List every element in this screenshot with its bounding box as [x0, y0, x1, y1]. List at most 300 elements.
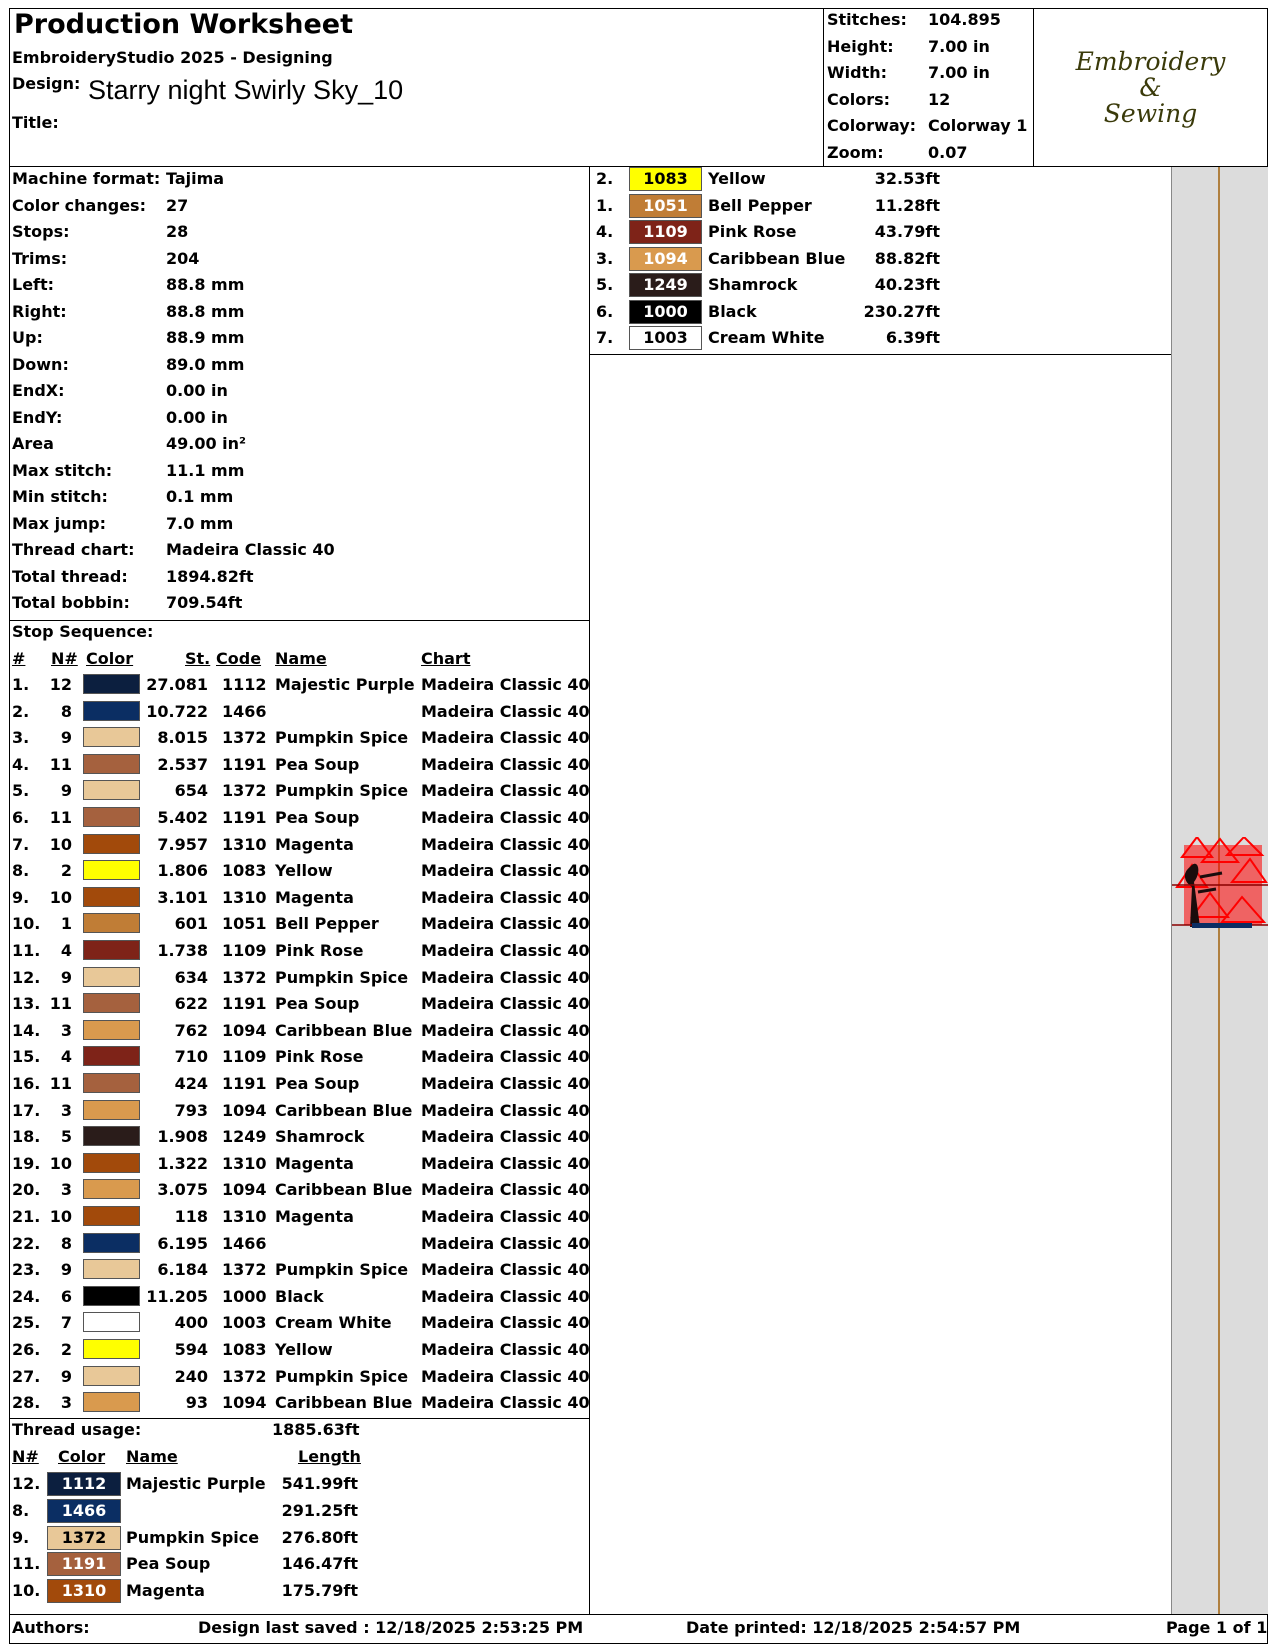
stop-num: 15.: [12, 1047, 41, 1067]
col-header-num: #: [12, 649, 26, 668]
thread-length: 40.23ft: [874, 275, 940, 294]
footer-authors: Authors:: [12, 1618, 90, 1637]
stop-name: Pumpkin Spice: [275, 1260, 409, 1280]
stop-num: 24.: [12, 1286, 41, 1306]
stop-code: 1094: [222, 1020, 267, 1040]
usage-length: 276.80ft: [281, 1527, 358, 1547]
stop-n: 9: [60, 1366, 72, 1386]
info-value: 1894.82ft: [166, 566, 254, 586]
stop-num: 17.: [12, 1100, 41, 1120]
usage-n: 12.: [12, 1474, 41, 1493]
stop-n: 9: [60, 967, 72, 987]
usage-n: 8.: [12, 1500, 30, 1520]
stop-chart: Madeira Classic 40: [421, 1286, 590, 1306]
stop-n: 2: [60, 861, 72, 881]
stop-chart: Madeira Classic 40: [421, 728, 590, 748]
stop-chart: Madeira Classic 40: [421, 1366, 590, 1386]
stop-stitches: 118: [174, 1207, 208, 1226]
info-label: Total thread:: [12, 566, 128, 586]
stop-code: 1000: [222, 1286, 267, 1306]
stop-num: 21.: [12, 1207, 41, 1226]
stop-code: 1372: [222, 781, 267, 801]
info-label: Trims:: [12, 248, 68, 268]
thread-name: Black: [708, 301, 757, 321]
stop-num: 10.: [12, 914, 41, 934]
stop-color-swatch: [83, 1286, 140, 1306]
thread-name: Yellow: [708, 169, 766, 188]
stop-num: 28.: [12, 1393, 41, 1413]
stop-chart: Madeira Classic 40: [421, 1074, 590, 1093]
info-value: 28: [166, 222, 189, 241]
stop-chart: Madeira Classic 40: [421, 701, 590, 721]
stop-code: 1094: [222, 1100, 267, 1120]
info-label: EndY:: [12, 407, 63, 427]
stop-n: 8: [60, 701, 72, 721]
stop-code: 1003: [222, 1313, 267, 1333]
stop-name: Pea Soup: [275, 754, 360, 774]
thread-length: 43.79ft: [874, 222, 940, 241]
stop-code: 1466: [222, 701, 267, 721]
stop-color-swatch: [83, 967, 140, 987]
stat-value: 7.00 in: [928, 63, 990, 82]
thread-length: 230.27ft: [863, 301, 940, 321]
stop-color-swatch: [83, 834, 140, 854]
design-thumbnail-image: [1172, 837, 1268, 937]
stat-value: Colorway 1: [928, 116, 1028, 135]
thread-length: 88.82ft: [874, 248, 940, 268]
thread-row-number: 6.: [596, 301, 614, 321]
info-value: 204: [166, 248, 200, 268]
stop-name: Caribbean Blue: [275, 1100, 413, 1120]
info-value: Tajima: [166, 169, 225, 188]
stop-num: 11.: [12, 941, 41, 960]
stop-stitches: 654: [174, 781, 208, 801]
stop-color-swatch: [83, 1339, 140, 1359]
software-name: EmbroideryStudio 2025 - Designing: [12, 48, 333, 67]
footer-page-number: Page 1 of 1: [1166, 1618, 1268, 1637]
info-value: Madeira Classic 40: [166, 540, 335, 559]
info-label: Total bobbin:: [12, 593, 130, 612]
stop-stitches: 8.015: [157, 728, 208, 748]
usage-n: 10.: [12, 1581, 41, 1601]
stop-color-swatch: [83, 1153, 140, 1173]
stat-label: Zoom:: [827, 142, 884, 162]
stop-stitches: 1.738: [157, 941, 208, 960]
stop-name: Majestic Purple: [275, 675, 415, 694]
stop-stitches: 1.908: [157, 1127, 208, 1147]
stop-n: 11: [49, 994, 72, 1014]
info-label: Area: [12, 434, 54, 453]
thread-usage-label: Thread usage:: [12, 1420, 142, 1439]
stop-n: 5: [60, 1127, 72, 1147]
stop-n: 9: [60, 781, 72, 801]
stop-name: Magenta: [275, 1207, 354, 1226]
stop-color-swatch: [83, 1046, 140, 1066]
stop-name: Pink Rose: [275, 941, 364, 960]
usage-color-swatch: 1191: [47, 1552, 121, 1576]
stop-color-swatch: [83, 674, 140, 694]
stop-name: Pea Soup: [275, 808, 360, 827]
stop-chart: Madeira Classic 40: [421, 1393, 590, 1413]
usage-n: 11.: [12, 1554, 41, 1574]
stop-code: 1094: [222, 1393, 267, 1413]
stop-code: 1094: [222, 1180, 267, 1200]
usage-length: 175.79ft: [281, 1581, 358, 1601]
stop-num: 26.: [12, 1340, 41, 1359]
stop-color-swatch: [83, 1126, 140, 1146]
info-label: Min stitch:: [12, 487, 108, 506]
stop-stitches: 634: [174, 967, 208, 987]
stop-name: Yellow: [275, 1340, 333, 1359]
stop-color-swatch: [83, 1233, 140, 1253]
usage-header-name: Name: [126, 1447, 178, 1466]
stop-color-swatch: [83, 1020, 140, 1040]
stop-n: 3: [60, 1393, 72, 1413]
usage-color-swatch: 1466: [47, 1499, 121, 1523]
stop-n: 11: [49, 754, 72, 774]
stop-n: 4: [60, 1047, 72, 1067]
stop-stitches: 27.081: [146, 675, 208, 694]
stop-num: 14.: [12, 1020, 41, 1040]
stop-code: 1249: [222, 1127, 267, 1147]
stop-chart: Madeira Classic 40: [421, 808, 590, 827]
col-header-n: N#: [51, 649, 78, 668]
stop-chart: Madeira Classic 40: [421, 1047, 590, 1067]
footer-divider: [9, 1614, 1268, 1615]
stop-chart: Madeira Classic 40: [421, 1260, 590, 1280]
stop-num: 27.: [12, 1366, 41, 1386]
thread-row-number: 2.: [596, 169, 614, 188]
stop-num: 5.: [12, 781, 30, 801]
thread-length: 32.53ft: [874, 169, 940, 188]
stop-code: 1112: [222, 675, 267, 694]
usage-header-length: Length: [298, 1447, 361, 1466]
info-value: 88.9 mm: [166, 328, 245, 347]
stop-code: 1372: [222, 967, 267, 987]
stop-color-swatch: [83, 807, 140, 827]
stop-color-swatch: [83, 1100, 140, 1120]
stop-color-swatch: [83, 887, 140, 907]
footer-last-saved: Design last saved : 12/18/2025 2:53:25 PM: [198, 1618, 584, 1637]
stop-chart: Madeira Classic 40: [421, 1340, 590, 1359]
usage-color-swatch: 1310: [47, 1579, 121, 1603]
stat-value: 0.07: [928, 142, 968, 162]
thread-color-swatch: 1000: [629, 300, 702, 324]
stop-num: 2.: [12, 701, 30, 721]
stop-stitches: 601: [174, 914, 208, 934]
stop-stitches: 762: [174, 1020, 208, 1040]
stop-n: 10: [49, 1207, 72, 1226]
stop-chart: Madeira Classic 40: [421, 1100, 590, 1120]
stop-n: 6: [60, 1286, 72, 1306]
stop-name: Pea Soup: [275, 994, 360, 1014]
stop-num: 3.: [12, 728, 30, 748]
stop-color-swatch: [83, 993, 140, 1013]
info-value: 709.54ft: [166, 593, 243, 612]
stop-stitches: 793: [174, 1100, 208, 1120]
info-label: EndX:: [12, 381, 65, 400]
stop-n: 1: [60, 914, 72, 934]
stop-n: 10: [49, 1153, 72, 1173]
usage-length: 146.47ft: [281, 1554, 358, 1574]
design-preview-strip: [1171, 167, 1268, 1614]
stat-label: Stitches:: [827, 10, 907, 29]
col-header-code: Code: [216, 649, 262, 668]
info-value: 88.8 mm: [166, 301, 245, 321]
thread-row-number: 4.: [596, 222, 614, 241]
stop-chart: Madeira Classic 40: [421, 1207, 590, 1226]
info-label: Thread chart:: [12, 540, 135, 559]
col-header-st: St.: [185, 649, 211, 668]
stop-name: Caribbean Blue: [275, 1180, 413, 1200]
stop-stitches: 10.722: [146, 701, 208, 721]
stop-stitches: 400: [174, 1313, 208, 1333]
stop-chart: Madeira Classic 40: [421, 1153, 590, 1173]
stop-color-swatch: [83, 1259, 140, 1279]
thread-usage-total: 1885.63ft: [272, 1420, 360, 1439]
stop-color-swatch: [83, 1179, 140, 1199]
stat-value: 12: [928, 89, 951, 109]
stop-stitches: 1.322: [157, 1153, 208, 1173]
thread-name: Shamrock: [708, 275, 798, 294]
info-value: 27: [166, 195, 189, 215]
stop-chart: Madeira Classic 40: [421, 861, 590, 881]
stop-chart: Madeira Classic 40: [421, 1233, 590, 1253]
stop-stitches: 2.537: [157, 754, 208, 774]
stop-n: 8: [60, 1233, 72, 1253]
stop-code: 1372: [222, 1366, 267, 1386]
stop-stitches: 11.205: [146, 1286, 208, 1306]
info-value: 0.00 in: [166, 381, 228, 400]
stop-name: Caribbean Blue: [275, 1020, 413, 1040]
stop-color-swatch: [83, 1073, 140, 1093]
stop-color-swatch: [83, 701, 140, 721]
stop-name: Pumpkin Spice: [275, 1366, 409, 1386]
stop-num: 25.: [12, 1313, 41, 1333]
stop-n: 9: [60, 728, 72, 748]
thread-name: Cream White: [708, 328, 825, 347]
thread-row-number: 5.: [596, 275, 614, 294]
stop-color-swatch: [83, 913, 140, 933]
stop-color-swatch: [83, 1312, 140, 1332]
stop-name: Caribbean Blue: [275, 1393, 413, 1413]
info-label: Color changes:: [12, 195, 146, 215]
thread-color-swatch: 1109: [629, 220, 702, 244]
stop-n: 7: [60, 1313, 72, 1333]
stop-stitches: 424: [174, 1074, 208, 1093]
stop-num: 20.: [12, 1180, 41, 1200]
thread-length: 6.39ft: [885, 328, 940, 347]
stop-chart: Madeira Classic 40: [421, 887, 590, 907]
stop-color-swatch: [83, 780, 140, 800]
col-header-name: Name: [275, 649, 327, 668]
usage-length: 541.99ft: [281, 1474, 358, 1493]
usage-name: Magenta: [126, 1581, 205, 1601]
stop-color-swatch: [83, 754, 140, 774]
info-value: 7.0 mm: [166, 513, 234, 533]
stop-code: 1083: [222, 861, 267, 881]
thread-color-swatch: 1094: [629, 247, 702, 271]
stop-n: 2: [60, 1340, 72, 1359]
stop-name: Magenta: [275, 1153, 354, 1173]
stop-stitches: 594: [174, 1340, 208, 1359]
info-label: Max stitch:: [12, 460, 113, 480]
stop-code: 1466: [222, 1233, 267, 1253]
usage-header-n: N#: [12, 1447, 39, 1466]
info-label: Stops:: [12, 222, 70, 241]
stop-n: 11: [49, 1074, 72, 1093]
stop-name: Pumpkin Spice: [275, 781, 409, 801]
stop-chart: Madeira Classic 40: [421, 1180, 590, 1200]
stop-code: 1109: [222, 941, 267, 960]
stop-num: 23.: [12, 1260, 41, 1280]
embroidery-sewing-logo: Embroidery & Sewing: [1075, 47, 1226, 128]
info-label: Max jump:: [12, 513, 107, 533]
stop-code: 1109: [222, 1047, 267, 1067]
info-label: Left:: [12, 275, 55, 294]
stat-label: Width:: [827, 63, 888, 82]
info-value: 0.1 mm: [166, 487, 234, 506]
stop-n: 9: [60, 1260, 72, 1280]
stop-num: 22.: [12, 1233, 41, 1253]
info-label: Up:: [12, 328, 43, 347]
stat-label: Colorway:: [827, 116, 917, 135]
stop-n: 3: [60, 1020, 72, 1040]
stop-num: 19.: [12, 1153, 41, 1173]
stop-chart: Madeira Classic 40: [421, 675, 590, 694]
design-name: Starry night Swirly Sky_10: [88, 75, 404, 105]
thread-length: 11.28ft: [874, 195, 940, 215]
stop-code: 1191: [222, 1074, 267, 1093]
usage-name: Pea Soup: [126, 1554, 211, 1574]
stop-stitches: 6.195: [157, 1233, 208, 1253]
thread-color-swatch: 1249: [629, 273, 702, 297]
stop-stitches: 93: [185, 1393, 208, 1413]
stop-chart: Madeira Classic 40: [421, 994, 590, 1014]
stop-name: Yellow: [275, 861, 333, 881]
stop-stitches: 3.075: [157, 1180, 208, 1200]
stop-num: 7.: [12, 834, 30, 854]
stop-color-swatch: [83, 1206, 140, 1226]
stat-label: Height:: [827, 36, 894, 56]
stop-color-swatch: [83, 1366, 140, 1386]
stop-chart: Madeira Classic 40: [421, 1313, 590, 1333]
info-label: Right:: [12, 301, 67, 321]
stop-code: 1310: [222, 887, 267, 907]
usage-name: Majestic Purple: [126, 1474, 266, 1493]
thread-table-divider: [589, 354, 1171, 355]
usage-header-color: Color: [58, 1447, 106, 1466]
stop-code: 1310: [222, 1153, 267, 1173]
stop-color-swatch: [83, 1392, 140, 1412]
stop-n: 3: [60, 1100, 72, 1120]
stop-name: Pea Soup: [275, 1074, 360, 1093]
stat-value: 7.00 in: [928, 36, 990, 56]
thread-name: Pink Rose: [708, 222, 797, 241]
stop-chart: Madeira Classic 40: [421, 1020, 590, 1040]
stop-name: Pink Rose: [275, 1047, 364, 1067]
stop-code: 1372: [222, 728, 267, 748]
stop-name: Black: [275, 1286, 324, 1306]
stat-value: 104.895: [928, 10, 1001, 29]
header-stats-divider: [823, 8, 824, 167]
stop-chart: Madeira Classic 40: [421, 914, 590, 934]
stop-color-swatch: [83, 940, 140, 960]
thread-row-number: 3.: [596, 248, 614, 268]
stop-name: Magenta: [275, 887, 354, 907]
stop-n: 10: [49, 834, 72, 854]
stop-code: 1191: [222, 994, 267, 1014]
stop-code: 1191: [222, 754, 267, 774]
stop-sequence-divider: [9, 1418, 590, 1419]
stop-n: 12: [49, 675, 72, 694]
usage-n: 9.: [12, 1527, 30, 1547]
info-value: 88.8 mm: [166, 275, 245, 294]
stop-stitches: 5.402: [157, 808, 208, 827]
thread-name: Caribbean Blue: [708, 248, 846, 268]
machine-info-divider: [9, 620, 590, 621]
stop-code: 1191: [222, 808, 267, 827]
usage-color-swatch: 1112: [47, 1472, 121, 1496]
stop-n: 11: [49, 808, 72, 827]
stop-name: Cream White: [275, 1313, 392, 1333]
stop-num: 12.: [12, 967, 41, 987]
thread-name: Bell Pepper: [708, 195, 812, 215]
stop-num: 4.: [12, 754, 30, 774]
stop-num: 16.: [12, 1074, 41, 1093]
stop-stitches: 6.184: [157, 1260, 208, 1280]
stop-color-swatch: [83, 727, 140, 747]
footer-date-printed: Date printed: 12/18/2025 2:54:57 PM: [686, 1618, 1021, 1637]
stop-code: 1051: [222, 914, 267, 934]
stop-stitches: 1.806: [157, 861, 208, 881]
stop-code: 1310: [222, 834, 267, 854]
stat-label: Colors:: [827, 89, 891, 109]
stop-name: Bell Pepper: [275, 914, 379, 934]
stop-stitches: 622: [174, 994, 208, 1014]
thread-color-swatch: 1051: [629, 194, 702, 218]
stop-sequence-title: Stop Sequence:: [12, 622, 154, 641]
stop-stitches: 7.957: [157, 834, 208, 854]
info-label: Machine format:: [12, 169, 161, 188]
stop-num: 18.: [12, 1127, 41, 1147]
col-header-chart: Chart: [421, 649, 471, 668]
info-value: 89.0 mm: [166, 354, 245, 374]
stop-color-swatch: [83, 860, 140, 880]
stop-chart: Madeira Classic 40: [421, 941, 590, 960]
stop-num: 6.: [12, 808, 30, 827]
thread-color-swatch: 1083: [629, 167, 702, 191]
stop-code: 1083: [222, 1340, 267, 1359]
stop-chart: Madeira Classic 40: [421, 1127, 590, 1147]
stop-code: 1310: [222, 1207, 267, 1226]
info-value: 0.00 in: [166, 407, 228, 427]
page-title: Production Worksheet: [14, 9, 354, 40]
usage-name: Pumpkin Spice: [126, 1527, 260, 1547]
usage-length: 291.25ft: [281, 1500, 358, 1520]
thread-row-number: 7.: [596, 328, 614, 347]
stop-num: 13.: [12, 994, 41, 1014]
design-label: Design:: [12, 74, 81, 93]
stop-stitches: 240: [174, 1366, 208, 1386]
thread-color-swatch: 1003: [629, 326, 702, 350]
stop-chart: Madeira Classic 40: [421, 781, 590, 801]
stop-num: 8.: [12, 861, 30, 881]
title-label: Title:: [12, 113, 59, 132]
stop-num: 1.: [12, 675, 30, 694]
stop-chart: Madeira Classic 40: [421, 754, 590, 774]
stop-n: 4: [60, 941, 72, 960]
